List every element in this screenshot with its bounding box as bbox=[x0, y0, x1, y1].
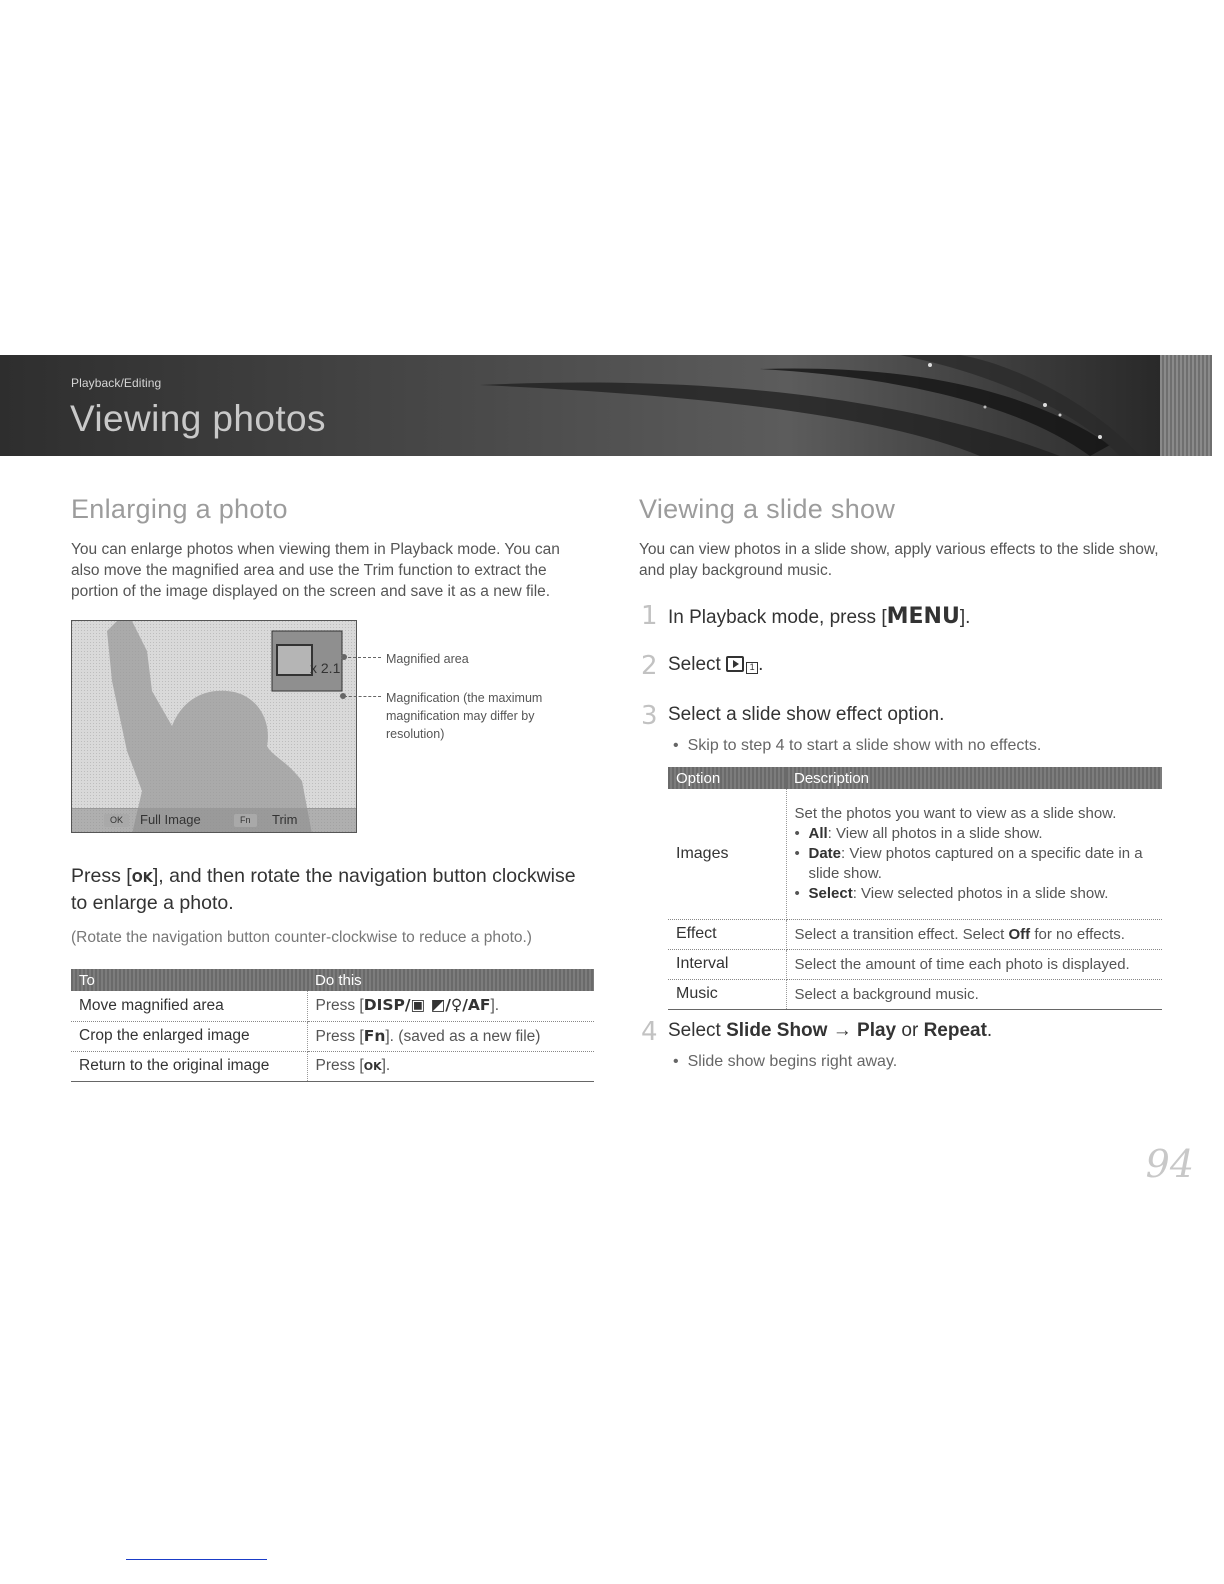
slideshow-intro: You can view photos in a slide show, apply various effects to the slide show, and play background music. bbox=[639, 541, 1159, 579]
callout-line-magnified bbox=[343, 657, 381, 658]
fn-key-icon: Fn bbox=[363, 1026, 386, 1045]
table-row bbox=[71, 991, 594, 1021]
col-header-to: To bbox=[71, 969, 307, 991]
table-header bbox=[668, 767, 1162, 789]
col-header-do-this: Do this bbox=[307, 969, 594, 991]
row-do-this: Press [DISP/▣ ◩/♀/AF]. bbox=[307, 991, 594, 1021]
col-header-description: Description bbox=[786, 767, 1162, 789]
full-image-label: Full Image bbox=[140, 812, 201, 827]
enlarging-intro: You can enlarge photos when viewing them in Playback mode. You can also move the magnified area and use the Trim function to extract the portion of the image displayed on the screen and save it as a new file. bbox=[71, 541, 560, 600]
table-header bbox=[71, 969, 594, 991]
callout-line-magnification bbox=[344, 696, 381, 697]
table-row bbox=[71, 1051, 594, 1081]
option-images: Images bbox=[668, 789, 786, 919]
row-to: Crop the enlarged image bbox=[71, 1021, 307, 1051]
trim-label: Trim bbox=[272, 812, 298, 827]
col-header-option: Option bbox=[668, 767, 786, 789]
row-do-this: Press [OK]. bbox=[307, 1051, 594, 1081]
option-effect: Effect bbox=[668, 919, 786, 949]
row-do-this: Press [Fn]. (saved as a new file) bbox=[307, 1021, 594, 1051]
callout-magnified-area: Magnified area bbox=[386, 652, 469, 666]
page-number: 94 bbox=[1145, 1142, 1194, 1186]
callout-magnification: Magnification (the maximum magnification may differ by resolution) bbox=[386, 691, 543, 741]
step-number: 2 bbox=[641, 651, 658, 681]
row-to: Move magnified area bbox=[71, 991, 307, 1021]
fn-key-icon: Fn bbox=[234, 814, 257, 827]
reduce-note: (Rotate the navigation button counter-clockwise to reduce a photo.) bbox=[71, 929, 532, 946]
step-3-bullet: • Skip to step 4 to start a slide show with no effects. bbox=[673, 737, 1041, 755]
magnification-value: x 2.1 bbox=[310, 660, 341, 676]
step-number: 4 bbox=[641, 1017, 658, 1047]
enlarge-actions-table bbox=[71, 969, 594, 1082]
camera-screen-figure bbox=[71, 620, 357, 833]
breadcrumb: Playback/Editing bbox=[71, 376, 162, 390]
section-title-slideshow: Viewing a slide show bbox=[639, 494, 896, 524]
step-3: Select a slide show effect option. bbox=[668, 704, 945, 725]
section-title-enlarging: Enlarging a photo bbox=[71, 494, 288, 524]
figure-button-bar bbox=[72, 808, 356, 832]
option-music-desc: Select a background music. bbox=[786, 979, 1162, 1009]
option-music: Music bbox=[668, 979, 786, 1009]
footer-rule bbox=[126, 1559, 267, 1560]
disp-nav-key-icon: DISP/▣ ◩/♀/AF bbox=[363, 996, 491, 1015]
option-interval-desc: Select the amount of time each photo is displayed. bbox=[786, 949, 1162, 979]
step-4: Select Slide Show → Play or Repeat. bbox=[668, 1020, 993, 1041]
table-row bbox=[668, 789, 1162, 919]
page-title: Viewing photos bbox=[70, 398, 326, 439]
playback-menu-icon bbox=[726, 656, 744, 672]
ok-key-icon: OK bbox=[104, 814, 129, 827]
option-images-desc: Set the photos you want to view as a slide show. • All: View all photos in a slide show. • Date: View photos captured on a specific date in a slide show. • Select: View selected photos in a slide show. bbox=[786, 789, 1162, 919]
playback-tab-icon: 1 bbox=[746, 662, 758, 674]
table-row bbox=[668, 979, 1162, 1009]
table-row bbox=[71, 1021, 594, 1051]
photo-illustration bbox=[72, 621, 357, 833]
menu-key-icon: MENU bbox=[886, 604, 960, 629]
banner-stripe bbox=[1160, 355, 1212, 456]
option-interval: Interval bbox=[668, 949, 786, 979]
option-effect-desc: Select a transition effect. Select Off for no effects. bbox=[786, 919, 1162, 949]
step-4-bullet: • Slide show begins right away. bbox=[673, 1053, 897, 1071]
step-2: Select 1 . bbox=[668, 654, 764, 675]
slideshow-options-table bbox=[668, 767, 1162, 1010]
step-number: 3 bbox=[641, 701, 658, 731]
ok-key-icon: OK bbox=[131, 871, 153, 886]
table-row bbox=[668, 949, 1162, 979]
table-row bbox=[668, 919, 1162, 949]
step-1: In Playback mode, press [MENU]. bbox=[668, 604, 971, 629]
ok-key-icon: OK bbox=[363, 1060, 382, 1073]
enlarge-instruction: Press [OK], and then rotate the navigation button clockwise to enlarge a photo. bbox=[71, 865, 576, 914]
step-number: 1 bbox=[641, 601, 658, 631]
row-to: Return to the original image bbox=[71, 1051, 307, 1081]
